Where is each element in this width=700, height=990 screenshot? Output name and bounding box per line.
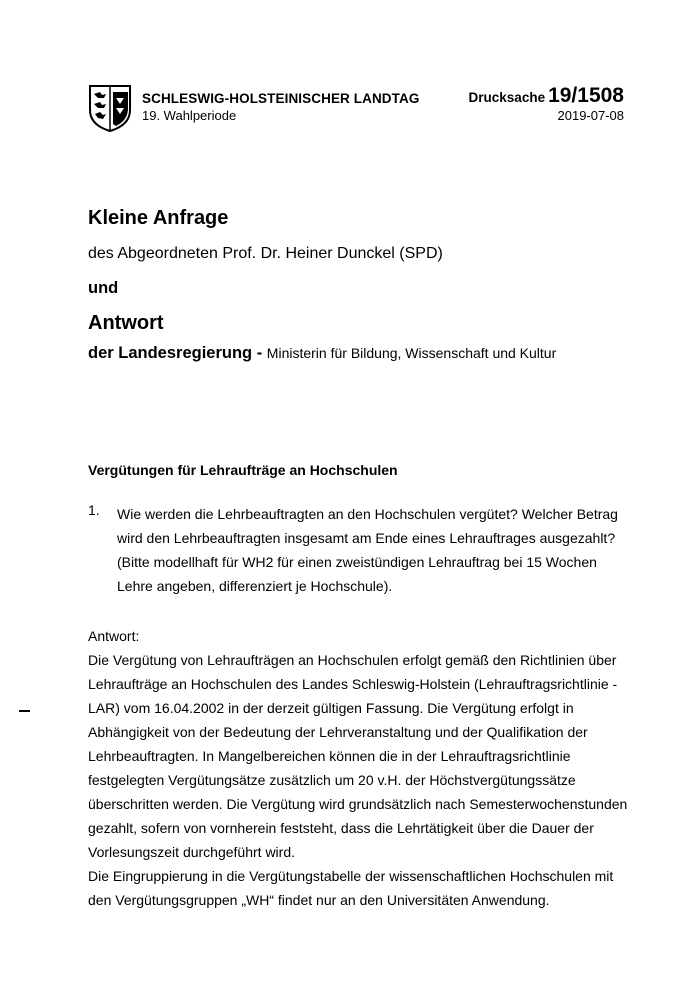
margin-mark (19, 710, 30, 712)
coat-of-arms-icon (88, 84, 132, 132)
question-text: Wie werden die Lehrbeauftragten an den Hochschulen vergütet? Welcher Betrag wird den Lehrbeauftragten insgesamt am Ende eines Lehrauftrages ausgezahlt? (Bitte modellhaft für WH2 für einen zweistündigen Lehrauftrag bei 15 Wochen Lehre angeben, differenziert je Hochschule). (117, 506, 618, 594)
ministry-name: Ministerin für Bildung, Wissenschaft und Kultur (266, 345, 557, 361)
answer-paragraph: Die Eingruppierung in die Vergütungstabelle der wissenschaftlichen Hochschulen mit den Vergütungsgruppen „WH“ findet nur an den Universitäten Anwendung. (88, 868, 614, 908)
document-header (88, 84, 624, 132)
government-label: der Landesregierung - (88, 344, 263, 362)
government-line (88, 344, 556, 363)
question-number: 1. (88, 502, 100, 518)
inquiry-author: des Abgeordneten Prof. Dr. Heiner Dunckel (SPD) (88, 245, 443, 262)
drucksache (469, 84, 624, 108)
drucksache-number: 19/1508 (548, 84, 624, 107)
document-title: Kleine Anfrage (88, 207, 229, 229)
answer-paragraph: Die Vergütung von Lehraufträgen an Hochschulen erfolgt gemäß den Richtlinien über Lehraufträge an Hochschulen des Landes Schleswig-Holstein (Lehrauftragsrichtlinie - LAR) vom 16.04.2002 in der derzeit gültigen Fassung. Die Vergütung erfolgt in Abhängigkeit von der Bedeutung der Lehrveranstaltung und der Qualifikation der Lehrbeauftragten. In Mangelbereichen können die in der Lehrauftragsrichtlinie festgelegten Vergütungsätze zusätzlich um 20 v.H. der Höchstvergütungssätze überschritten werden. Die Vergütung wird grundsätzlich nach Semesterwochenstunden gezahlt, sofern von vornherein feststeht, dass die Lehrtätigkeit über die Dauer der Vorlesungszeit durchgeführt wird. (88, 652, 628, 860)
conjunction: und (88, 279, 119, 297)
parliament-name: SCHLESWIG-HOLSTEINISCHER LANDTAG (142, 91, 420, 106)
answer-title: Antwort (88, 312, 164, 334)
drucksache-label: Drucksache (468, 90, 546, 105)
answer-label: Antwort: (88, 628, 140, 644)
section-title: Vergütungen für Lehraufträge an Hochschulen (88, 462, 398, 478)
legislative-period: 19. Wahlperiode (142, 108, 237, 123)
document-date: 2019-07-08 (557, 108, 624, 123)
answer-block (88, 624, 628, 912)
